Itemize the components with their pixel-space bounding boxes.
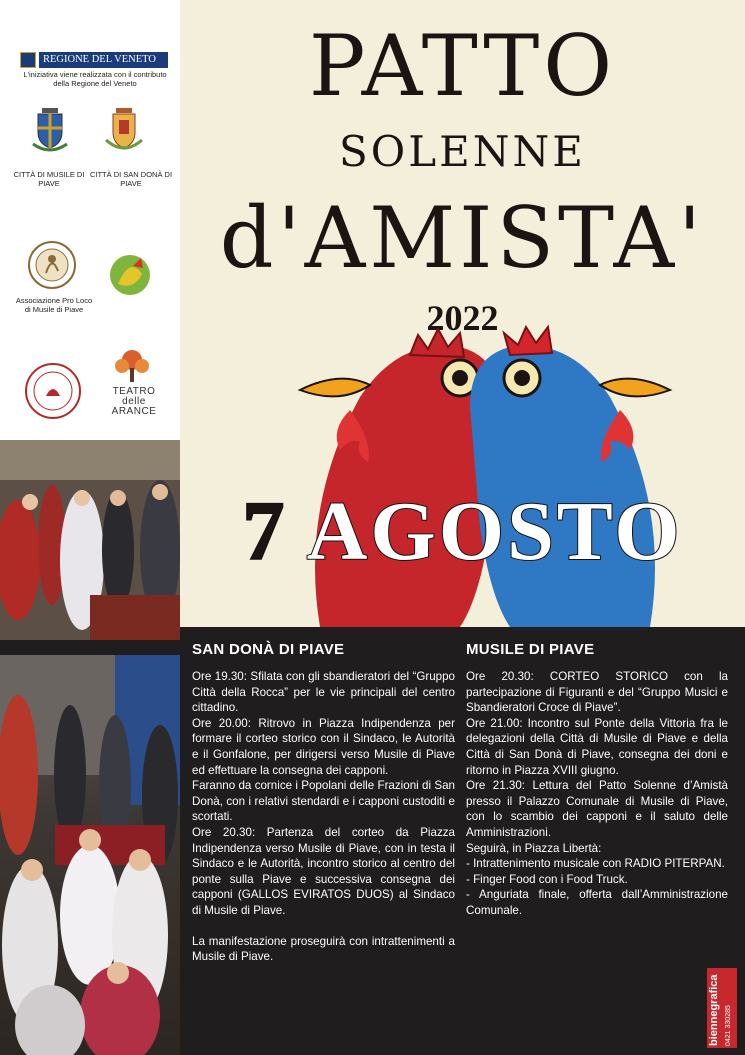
sponsor-column [0, 0, 180, 440]
date-month: AGOSTO [306, 485, 683, 578]
regione-logo-text: REGIONE DEL VENETO [39, 52, 168, 68]
san-dona-heading: SAN DONÀ DI PIAVE [192, 641, 345, 658]
sandona-crest-icon [104, 104, 144, 154]
teatro-caption: TEATRO delle ARANCE [111, 386, 157, 417]
san-dona-closing: La manifestazione proseguirà con intrattenimenti a Musile di Piave. [192, 934, 455, 964]
san-dona-item: Faranno da cornice i Popolani delle Frazioni di San Donà, con i relativi stendardi e i capponi custoditi e scortati. [192, 779, 455, 824]
date-day: 7 [242, 485, 288, 578]
event-date [180, 484, 745, 580]
musile-crest-icon [30, 104, 70, 154]
musile-item: - Intrattenimento musicale con RADIO PITERPAN. [466, 857, 725, 871]
musile-item: Ore 21.00: Incontro sul Ponte della Vittoria fra le delegazioni della Città di Musile di Piave e della Città di San Donà di Piave, consegna dei doni e ritorno in Piazza XVIII giugno. [466, 716, 728, 777]
program-musile [466, 627, 728, 919]
musile-item: Ore 20.30: CORTEO STORICO con la partecipazione di Figuranti e del “Gruppo Musici e Sbandieratori Croce di Piave”. [466, 670, 728, 715]
title-amista: d'AMISTA' [219, 189, 706, 287]
teatro-tree-icon [112, 348, 152, 386]
printer-phone: 0421 330285 [725, 1005, 732, 1046]
printer-brand: biennegrafica [708, 974, 720, 1046]
musile-crest-caption: CITTÀ DI MUSILE DI PIAVE [13, 170, 85, 188]
ceremony-photo-top [0, 440, 180, 640]
lion-emblem-icon [20, 52, 36, 68]
regione-veneto-logo [20, 51, 168, 69]
musile-item: Ore 21.30: Lettura del Patto Solenne d’Amistà presso il Palazzo Comunale di Musile di Piave, con lo scambio dei capponi e il saluto delle Amministrazioni. [466, 779, 728, 839]
musile-item: - Anguriata finale, offerta dall’Amministrazione Comunale. [466, 888, 728, 917]
event-year: 2022 [426, 298, 499, 338]
musile-heading: MUSILE DI PIAVE [466, 641, 595, 658]
ceremony-photo-bottom [0, 655, 180, 1055]
musile-item: - Finger Food con i Food Truck. [466, 872, 628, 886]
san-dona-item: Ore 19.30: Sfilata con gli sbandieratori del “Gruppo Città della Rocca” per le vie principali del centro cittadino. [192, 670, 455, 715]
title-solenne: SOLENNE [339, 127, 586, 176]
san-dona-item: Ore 20.00: Ritrovo in Piazza Indipendenza per formare il corteo storico con il Sindaco, le Autorità e il Gonfalone, per dirigersi verso Musile di Piave ed effettuare la consegna dei capponi. [192, 716, 455, 777]
title-patto: PATTO [308, 17, 617, 115]
musile-item: Seguirà, in Piazza Libertà: [466, 841, 602, 855]
sandona-crest-caption: CITTÀ DI SAN DONÀ DI PIAVE [89, 170, 173, 188]
san-dona-item: Ore 20.30: Partenza del corteo da Piazza Indipendenza verso Musile di Piave, con in testa il Sindaco e le Autorità, incontro storico al centro del ponte sulla Piave e successiva consegna dei capponi (GALLOS EVIRATOS DUOS) al Sindaco di Musile di Piave. [192, 825, 455, 917]
carnevale-seal-icon [24, 362, 82, 420]
poster-artwork [180, 0, 745, 627]
program-san-dona [180, 627, 455, 965]
regione-note: L'iniziativa viene realizzata con il contributo della Regione del Veneto [23, 70, 167, 88]
proloco-musile-caption: Associazione Pro Loco di Musile di Piave [15, 296, 93, 314]
proloco-musile-seal-icon [27, 240, 77, 290]
proloco-sandona-logo-icon [103, 248, 157, 302]
